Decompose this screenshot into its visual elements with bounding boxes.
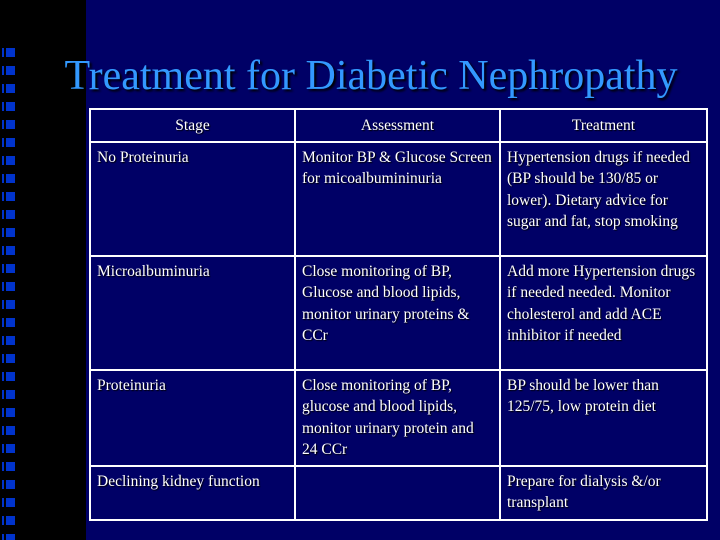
cell-treatment: Hypertension drugs if needed (BP should be 130/85 or lower). Dietary advice for sugar and fat, stop smoking: [500, 142, 707, 256]
cell-stage: Proteinuria: [90, 370, 295, 466]
header-stage: Stage: [90, 109, 295, 142]
slide-title: Treatment for Diabetic Nephropathy: [64, 53, 678, 99]
cell-assessment: Close monitoring of BP, glucose and blood lipids, monitor urinary protein and 24 CCr: [295, 370, 500, 466]
cell-stage: Microalbuminuria: [90, 256, 295, 370]
cell-treatment: Add more Hypertension drugs if needed needed. Monitor cholesterol and add ACE inhibitor if needed: [500, 256, 707, 370]
cell-treatment: Prepare for dialysis &/or transplant: [500, 466, 707, 520]
header-assessment: Assessment: [295, 109, 500, 142]
decorative-square-mask: [0, 48, 22, 540]
cell-assessment: Monitor BP & Glucose Screen for micoalbumininuria: [295, 142, 500, 256]
table-row: [90, 256, 707, 370]
table-row: [90, 466, 707, 520]
cell-stage: No Proteinuria: [90, 142, 295, 256]
table-header-row: [90, 109, 707, 142]
cell-treatment: BP should be lower than 125/75, low protein diet: [500, 370, 707, 466]
header-treatment: Treatment: [500, 109, 707, 142]
treatment-table: [89, 108, 708, 521]
cell-stage: Declining kidney function: [90, 466, 295, 520]
table-row: [90, 142, 707, 256]
table-row: [90, 370, 707, 466]
cell-assessment: Close monitoring of BP, Glucose and blood lipids, monitor urinary proteins & CCr: [295, 256, 500, 370]
cell-assessment: [295, 466, 500, 520]
